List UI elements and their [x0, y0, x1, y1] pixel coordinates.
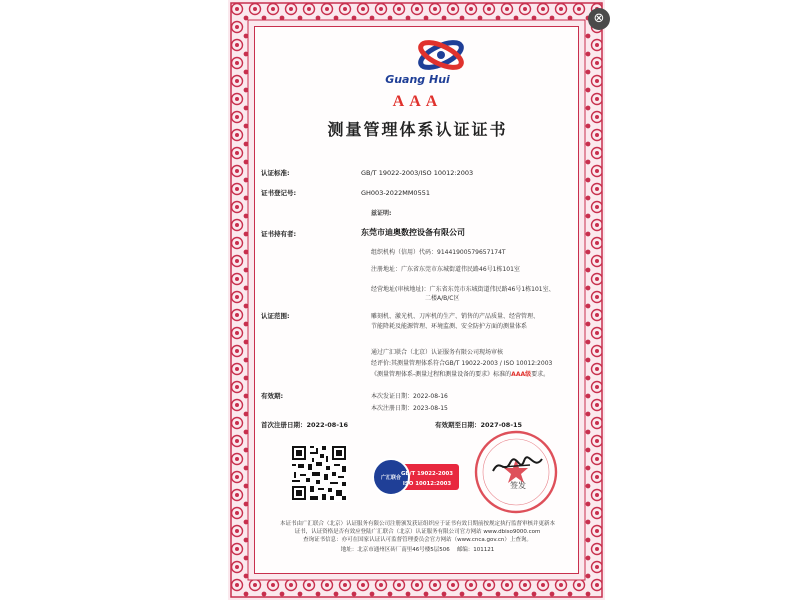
certificate-title: 测量管理体系认证证书 [327, 120, 508, 139]
reg-label: 证书登记号: [261, 189, 297, 197]
ops-address-2: 二楼A/B/C区 [425, 295, 460, 302]
footer-line-3: 查询证书信息：亦可在国家认证认可监督管理委员会官方网站（www.cnca.gov.cn）上查询。 [303, 537, 532, 543]
standard-label: 认证标准: [261, 169, 290, 177]
validity-label: 有效期: [261, 392, 284, 400]
scope-label: 认证范围: [261, 312, 290, 320]
signature-scribble [490, 453, 545, 479]
org-code: 组织机构（信用）代码：91441900579657174T [371, 249, 506, 256]
first-reg-date: 首次注册日期：2022-08-16 [261, 421, 349, 429]
badge-line-2: ISO 10012:2003 [402, 481, 452, 487]
signature-label: 签发 [510, 481, 526, 490]
close-icon[interactable]: ⊗ [588, 8, 610, 30]
scope-line-2: 节能降耗及能源管理、环境监测、安全防护方面的测量体系 [371, 323, 528, 330]
statement-2: 经评价:其测量管理体系符合GB/T 19022-2003 / ISO 10012:2003 [371, 360, 553, 367]
certification-badge [371, 454, 461, 500]
holder-note: 兹证明: [371, 210, 392, 217]
statement-1: 通过广汇联合（北京）认证服务有限公司现场审核 [371, 349, 504, 356]
statement-3: 《测量管理体系-测量过程和测量设备的要求》标准的AAA级要求。 [371, 371, 550, 378]
certificate-body [254, 26, 579, 574]
certificate [228, 0, 605, 600]
reg-value: GH003-2022MM0551 [361, 189, 430, 197]
issue-date: 本次发证日期：2022-08-16 [371, 393, 448, 400]
expiry-date: 有效期至日期：2027-08-15 [435, 421, 523, 429]
reg-date: 本次注册日期：2023-08-15 [371, 405, 448, 412]
standard-value: GB/T 19022-2003/ISO 10012:2003 [361, 169, 474, 177]
reg-address: 注册地址：广东省东莞市东城街道伟民路46号1栋101室 [371, 266, 520, 273]
badge-line-1: GB/T 19022-2003 [400, 471, 454, 477]
badge-logo-text: 广汇联合 [380, 475, 402, 481]
scope-line-1: 雕刻机、激光机、刀库机的生产、销售的产品质量、经营管理、 [371, 313, 540, 320]
footer-line-1: 本证书由广汇联合（北京）认证服务有限公司注册颁发获证组织应于证书有效日期前按规定执行监督审核并更新本 [279, 521, 555, 527]
holder-label: 证书持有者: [261, 230, 297, 238]
qr-code [290, 444, 348, 502]
company-name: 东莞市迪奥数控设备有限公司 [361, 228, 465, 237]
footer-line-2: 证书，认证资格是否有效应登陆广汇联合（北京）认证服务有限公司官方网站 www.dbiso9000.com [294, 529, 541, 535]
ops-address-1: 经营地址(审核地址)：广东省东莞市东城街道伟民路46号1栋101室、 [371, 286, 555, 293]
aaa-level: AAA级 [511, 371, 532, 378]
footer-address: 地址：北京市通州区砖厂南里46号楼5层506 邮编：101121 [340, 547, 495, 553]
brand-name: Guang Hui [385, 73, 450, 86]
rating: AAA [392, 93, 443, 110]
